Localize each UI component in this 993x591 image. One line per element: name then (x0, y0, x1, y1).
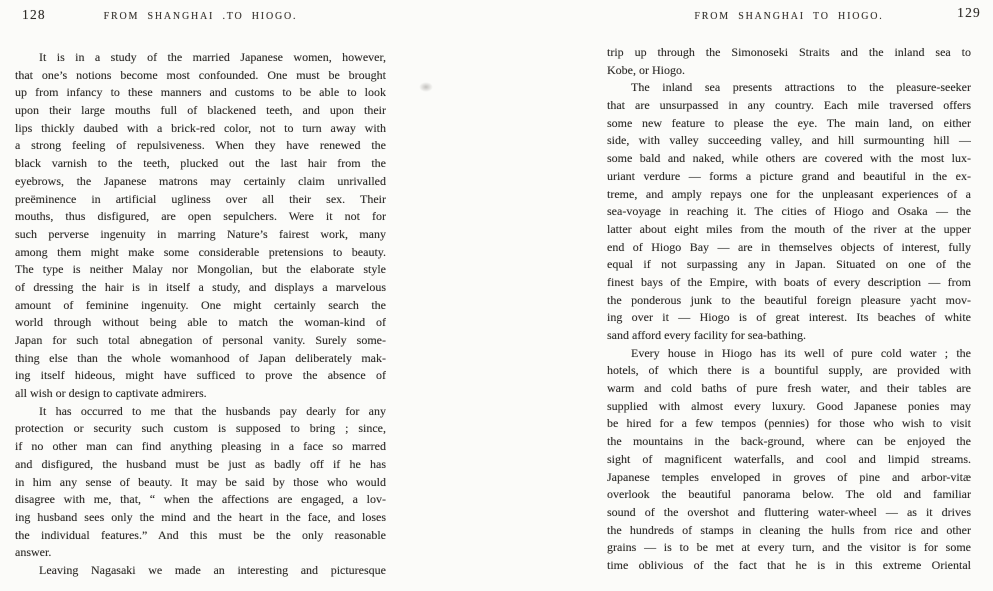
text-line: preëminence in artificial ugliness over all their sex. Their (15, 191, 386, 206)
text-line: It has occurred to me that the husbands pay dearly for any (39, 403, 386, 418)
text-line: ing over it — Hiogo is of great interest. Its beaches of white (607, 310, 971, 325)
text-line: sound of the overshot and fluttering water-wheel — as it drives (607, 504, 971, 519)
text-line: Japan for such total abnegation of personal vanity. Surely some- (15, 333, 386, 347)
text-line: Leaving Nagasaki we made an interesting and picturesque (39, 562, 386, 577)
text-line: world through without being able to match the woman-kind of (15, 315, 386, 330)
text-line: disagree with me, that, “ when the affections are engaged, a lov- (15, 492, 386, 507)
text-line: uriant verdure — forms a picture grand and beautiful in the ex- (607, 168, 971, 183)
text-line: of dressing the hair is in itself a study, and displays a marvelous (15, 279, 386, 294)
paragraph (15, 403, 386, 562)
text-line: side, with valley succeeding valley, and hill surmounting hill — (607, 133, 971, 148)
text-line: Kobe, or Hiogo. (607, 62, 685, 77)
text-line: protection or security such custom is supposed to bring ; since, (15, 421, 386, 436)
text-line: the mountains in the back-ground, where can be enjoyed the (607, 434, 971, 449)
text-line: some new feature to please the eye. The main land, on either (607, 115, 971, 130)
text-line: overlook the beautiful panorama below. The old and familiar (607, 487, 971, 502)
running-header: FROM SHANGHAI TO HIOGO. (694, 11, 884, 22)
text-line: thing else than the whole womanhood of Japan deliberately mak- (15, 350, 386, 365)
text-line: It is in a study of the married Japanese women, however, (39, 50, 386, 64)
text-line: ing husband sees only the mind and the heart in the face, and loses (15, 509, 386, 524)
text-line: trip up through the Simonoseki Straits and the inland sea to (607, 45, 971, 59)
text-line: the ponderous junk to the beautiful foreign pleasure yacht mov- (607, 292, 971, 307)
page-number: 128 (22, 7, 46, 22)
text-line: The type is neither Malay nor Mongolian, but the elaborate style (15, 262, 386, 277)
text-line: the individual features.” And this must be the only reasonable (15, 527, 386, 542)
text-line: all wish or design to captivate admirers. (15, 386, 207, 401)
text-line: supplied with almost every luxury. Good Japanese ponies may (607, 398, 971, 413)
scan-speck-artifact (419, 82, 433, 92)
text-line: and disfigured, the husband must be just as badly off if he has (15, 456, 386, 471)
page-right-129 (607, 0, 981, 591)
page-number: 129 (957, 5, 981, 20)
text-line: in him any sense of beauty. It may be said by those who would (15, 474, 386, 489)
text-line: lips thickly daubed with a brick-red color, not to turn away with (15, 120, 386, 135)
page-body (607, 44, 971, 575)
text-line: if no other man can find anything pleasing in a face so marred (15, 439, 386, 454)
text-line: Japanese temples enveloped in groves of pine and arbor-vitæ (607, 469, 971, 484)
text-line: grains — is to be met at every turn, and the visitor is for some (607, 540, 971, 555)
text-line: ing itself hideous, might have sufficed to prove the absence of (15, 368, 386, 383)
text-line: sea-voyage in reaching it. The cities of Hiogo and Osaka — the (607, 204, 971, 219)
text-line: mouths, thus disfigured, are open sepulchers. Were it not for (15, 209, 386, 224)
text-line: warm and cold baths of pure fresh water, and their tables are (607, 381, 971, 396)
text-line: the hundreds of stamps in cleaning the hulls from rice and other (607, 522, 971, 537)
text-line: that one’s notions become most confounded. One must be brought (15, 67, 386, 82)
paragraph (15, 49, 386, 403)
text-line: hotels, of which there is a bountiful supply, are provided with (607, 363, 971, 378)
text-line: amount of feminine ingenuity. One might certainly search the (15, 297, 386, 312)
text-line: answer. (15, 545, 52, 560)
text-line: a strong feeling of repulsiveness. When they have renewed the (15, 138, 386, 153)
text-line: end of Hiogo Bay — are in themselves objects of interest, fully (607, 239, 971, 254)
text-line: black varnish to the teeth, plucked out the last hair from the (15, 156, 386, 171)
paragraph (607, 44, 971, 79)
text-line: equal if not surpassing any in Japan. Situated on one of the (607, 257, 971, 272)
text-line: some bald and naked, while others are covered with the most lux- (607, 151, 971, 166)
text-line: such perverse ingenuity in marring Nature’s fairest work, many (15, 226, 386, 241)
text-line: upon their large mouths full of blackened teeth, and upon their (15, 103, 386, 118)
text-line: sight of magnificent waterfalls, and cool and limpid streams. (607, 451, 971, 466)
text-line: finest bays of the Empire, with boats of every description — from (607, 274, 971, 289)
page-body (15, 49, 386, 580)
text-line: sand afford every facility for sea-bathing. (607, 328, 807, 342)
text-line: latter about eight miles from the mouth of the river at the upper (607, 221, 971, 236)
paragraph (15, 562, 386, 580)
page-left-128 (15, 0, 386, 591)
text-line: among them might make some considerable pretensions to beauty. (15, 244, 386, 259)
text-line: that are unsurpassed in any country. Each mile traversed offers (607, 98, 971, 113)
text-line: The inland sea presents attractions to the pleasure-seeker (631, 80, 971, 95)
text-line: treme, and amply repays one for the unpleasant experiences of a (607, 186, 971, 201)
text-line: time oblivious of the fact that he is in this extreme Oriental (607, 557, 971, 572)
paragraph (607, 79, 971, 344)
text-line: eyebrows, the Japanese matrons may certainly claim unrivalled (15, 173, 386, 188)
text-line: Every house in Hiogo has its well of pure cold water ; the (631, 345, 971, 360)
text-line: be hired for a few tempos (pennies) for those who wish to visit (607, 416, 971, 431)
paragraph (607, 345, 971, 575)
running-header: FROM SHANGHAI .TO HIOGO. (103, 11, 298, 22)
text-line: up from infancy to these manners and customs to be able to look (15, 85, 386, 100)
